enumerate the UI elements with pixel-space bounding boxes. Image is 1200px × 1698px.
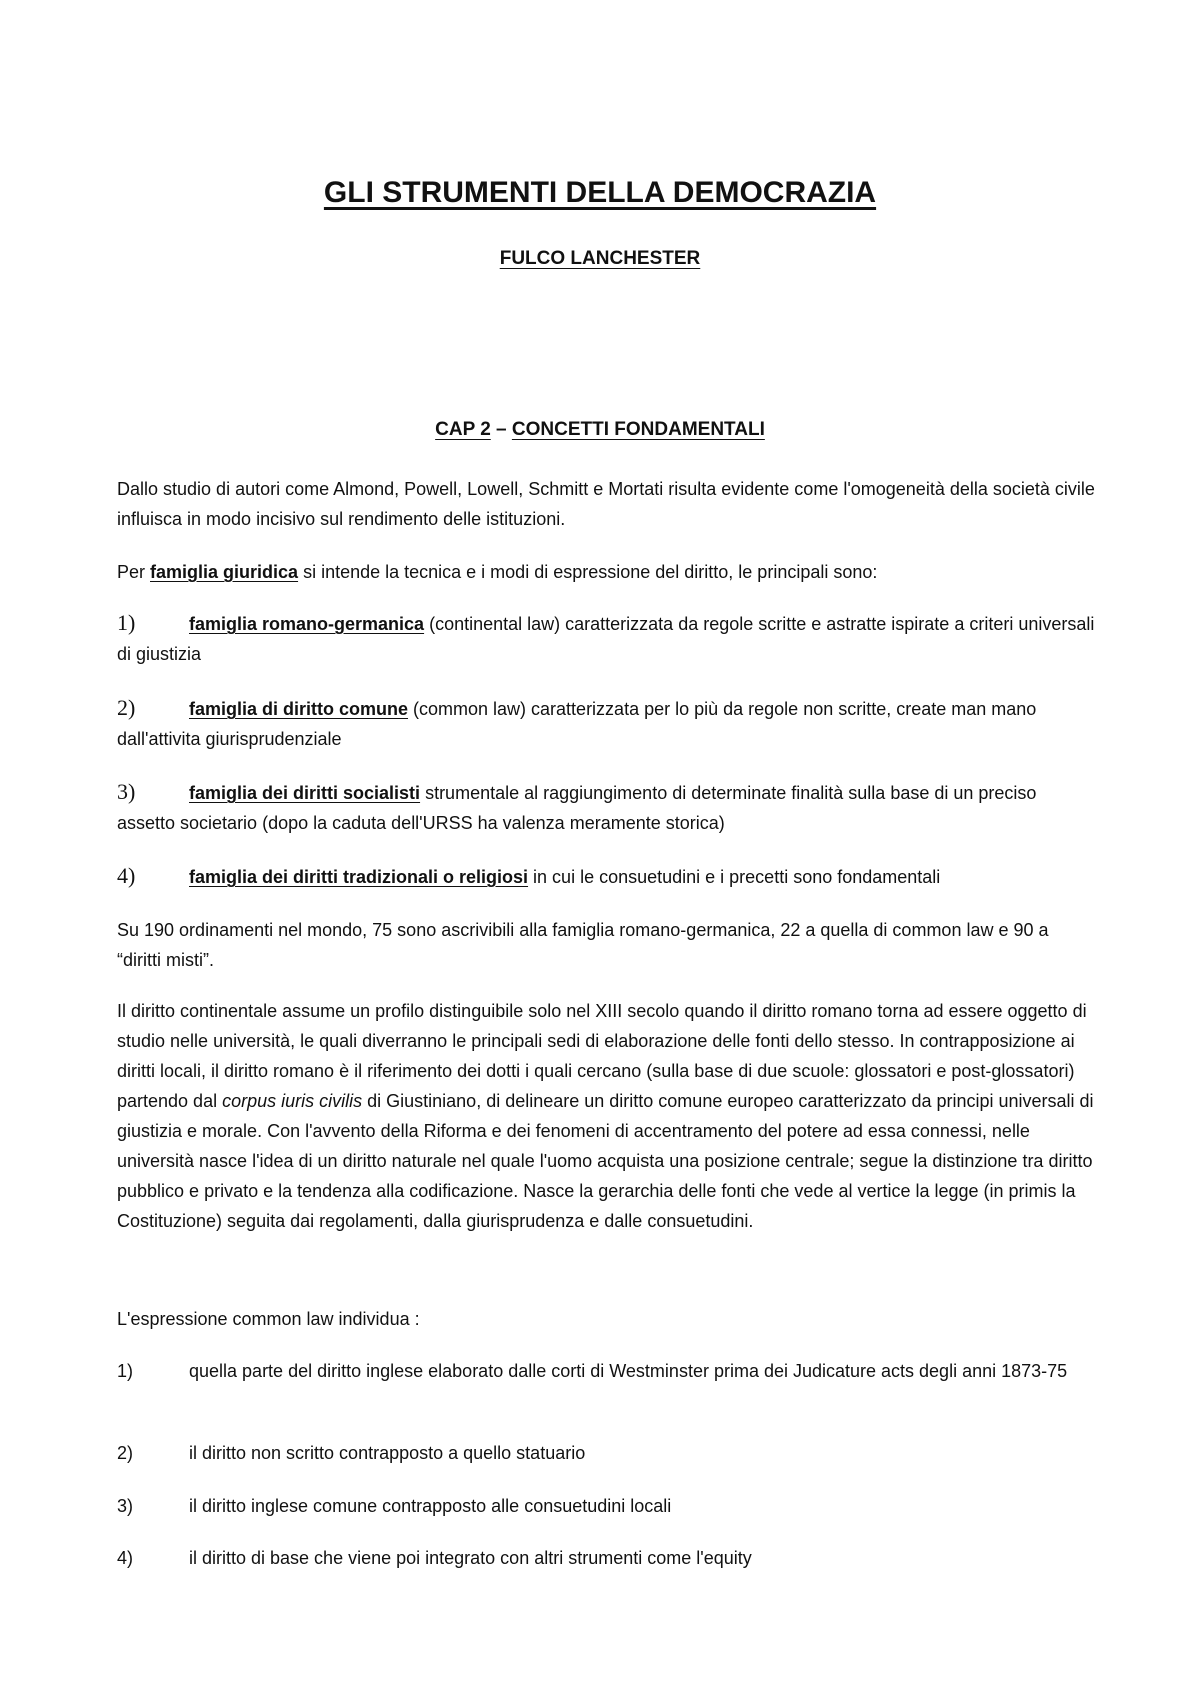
common-law-item bbox=[117, 1491, 1095, 1521]
common-law-item-text: quella parte del diritto inglese elaborato dalle corti di Westminster prima dei Judicature acts degli anni 1873-75 bbox=[189, 1361, 1068, 1381]
family-item bbox=[117, 861, 1095, 892]
document-title: GLI STRUMENTI DELLA DEMOCRAZIA bbox=[323, 176, 877, 209]
common-law-intro: L'espressione common law individua : bbox=[117, 1309, 420, 1329]
common-law-item-number: 3) bbox=[117, 1496, 134, 1516]
common-law-item-number: 4) bbox=[117, 1548, 134, 1568]
document-author: FULCO LANCHESTER bbox=[499, 248, 701, 269]
stats-paragraph bbox=[117, 915, 1095, 975]
continental-text-2: di Giustiniano, di delineare un diritto comune europeo caratterizzato da principi universali di giustizia e morale. Con l'avvento della Riforma e dei fenomeni di accentramento del potere ad essa connessi, nelle università nasce l'idea di un diritto naturale nel quale l'uomo acquista una posizione centrale; segue la distinzione tra diritto pubblico e privato e la tendenza alla codificazione. Nasce la gerarchia delle fonti che vede al vertice la legge (in primis la Costituzione) seguita dai regolamenti, dalla giurisprudenza e dalle consuetudini. bbox=[117, 1091, 1094, 1231]
common-law-item-text: il diritto di base che viene poi integrato con altri strumenti come l'equity bbox=[189, 1548, 752, 1568]
family-item bbox=[117, 608, 1095, 669]
common-law-item bbox=[117, 1543, 1095, 1573]
famiglia-def-before: Per bbox=[117, 562, 151, 582]
chapter-number: CAP 2 bbox=[435, 419, 491, 440]
common-law-item bbox=[117, 1356, 1095, 1386]
famiglia-def-term: famiglia giuridica bbox=[150, 562, 299, 582]
family-item-term: famiglia romano-germanica bbox=[189, 614, 425, 634]
family-item-number: 3) bbox=[117, 779, 136, 804]
chapter-title: CONCETTI FONDAMENTALI bbox=[511, 419, 765, 440]
common-law-item-number: 1) bbox=[117, 1361, 134, 1381]
stats-text: Su 190 ordinamenti nel mondo, 75 sono ascrivibili alla famiglia romano-germanica, 22 a quella di common law e 90 a “diritti misti”. bbox=[117, 920, 1049, 970]
family-item bbox=[117, 777, 1095, 838]
chapter-separator: – bbox=[490, 419, 512, 440]
family-item-number: 1) bbox=[117, 610, 136, 635]
common-law-item bbox=[117, 1438, 1095, 1468]
family-item-term: famiglia dei diritti tradizionali o religiosi bbox=[189, 867, 529, 887]
continental-paragraph bbox=[117, 996, 1095, 1236]
family-item-number: 4) bbox=[117, 863, 136, 888]
intro-text: Dallo studio di autori come Almond, Powell, Lowell, Schmitt e Mortati risulta evidente come l'omogeneità della società civile influisca in modo incisivo sul rendimento delle istituzioni. bbox=[117, 479, 1095, 529]
common-law-item-text: il diritto inglese comune contrapposto alle consuetudini locali bbox=[189, 1496, 672, 1516]
common-law-item-number: 2) bbox=[117, 1443, 134, 1463]
family-item-term: famiglia di diritto comune bbox=[189, 699, 409, 719]
famiglia-definition-paragraph bbox=[117, 557, 1095, 587]
continental-italic: corpus iuris civilis bbox=[222, 1091, 363, 1111]
famiglia-def-after: si intende la tecnica e i modi di espressione del diritto, le principali sono: bbox=[298, 562, 878, 582]
family-item-text: (continental law) caratterizzata da regole scritte e astratte ispirate a criteri universali di giustizia bbox=[117, 614, 1095, 664]
family-item-text: (common law) caratterizzata per lo più da regole non scritte, create man mano dall'attivita giurisprudenziale bbox=[117, 699, 1037, 749]
common-law-intro-paragraph bbox=[117, 1304, 1095, 1334]
intro-paragraph bbox=[117, 474, 1095, 534]
common-law-item-text: il diritto non scritto contrapposto a quello statuario bbox=[189, 1443, 586, 1463]
family-item-text: strumentale al raggiungimento di determinate finalità sulla base di un preciso assetto societario (dopo la caduta dell'URSS ha valenza meramente storica) bbox=[117, 783, 1037, 833]
family-item bbox=[117, 693, 1095, 754]
family-item-term: famiglia dei diritti socialisti bbox=[189, 783, 421, 803]
family-item-text: in cui le consuetudini e i precetti sono fondamentali bbox=[528, 867, 941, 887]
chapter-heading bbox=[0, 419, 1200, 441]
family-item-number: 2) bbox=[117, 695, 136, 720]
continental-text-1: Il diritto continentale assume un profilo distinguibile solo nel XIII secolo quando il diritto romano torna ad essere oggetto di studio nelle università, le quali diverranno le principali sedi di elaborazione delle fonti dello stesso. In contrapposizione ai diritti locali, il diritto romano è il riferimento dei dotti i quali cercano (sulla base di due scuole: glossatori e post-glossatori) partendo dal bbox=[117, 1001, 1087, 1111]
